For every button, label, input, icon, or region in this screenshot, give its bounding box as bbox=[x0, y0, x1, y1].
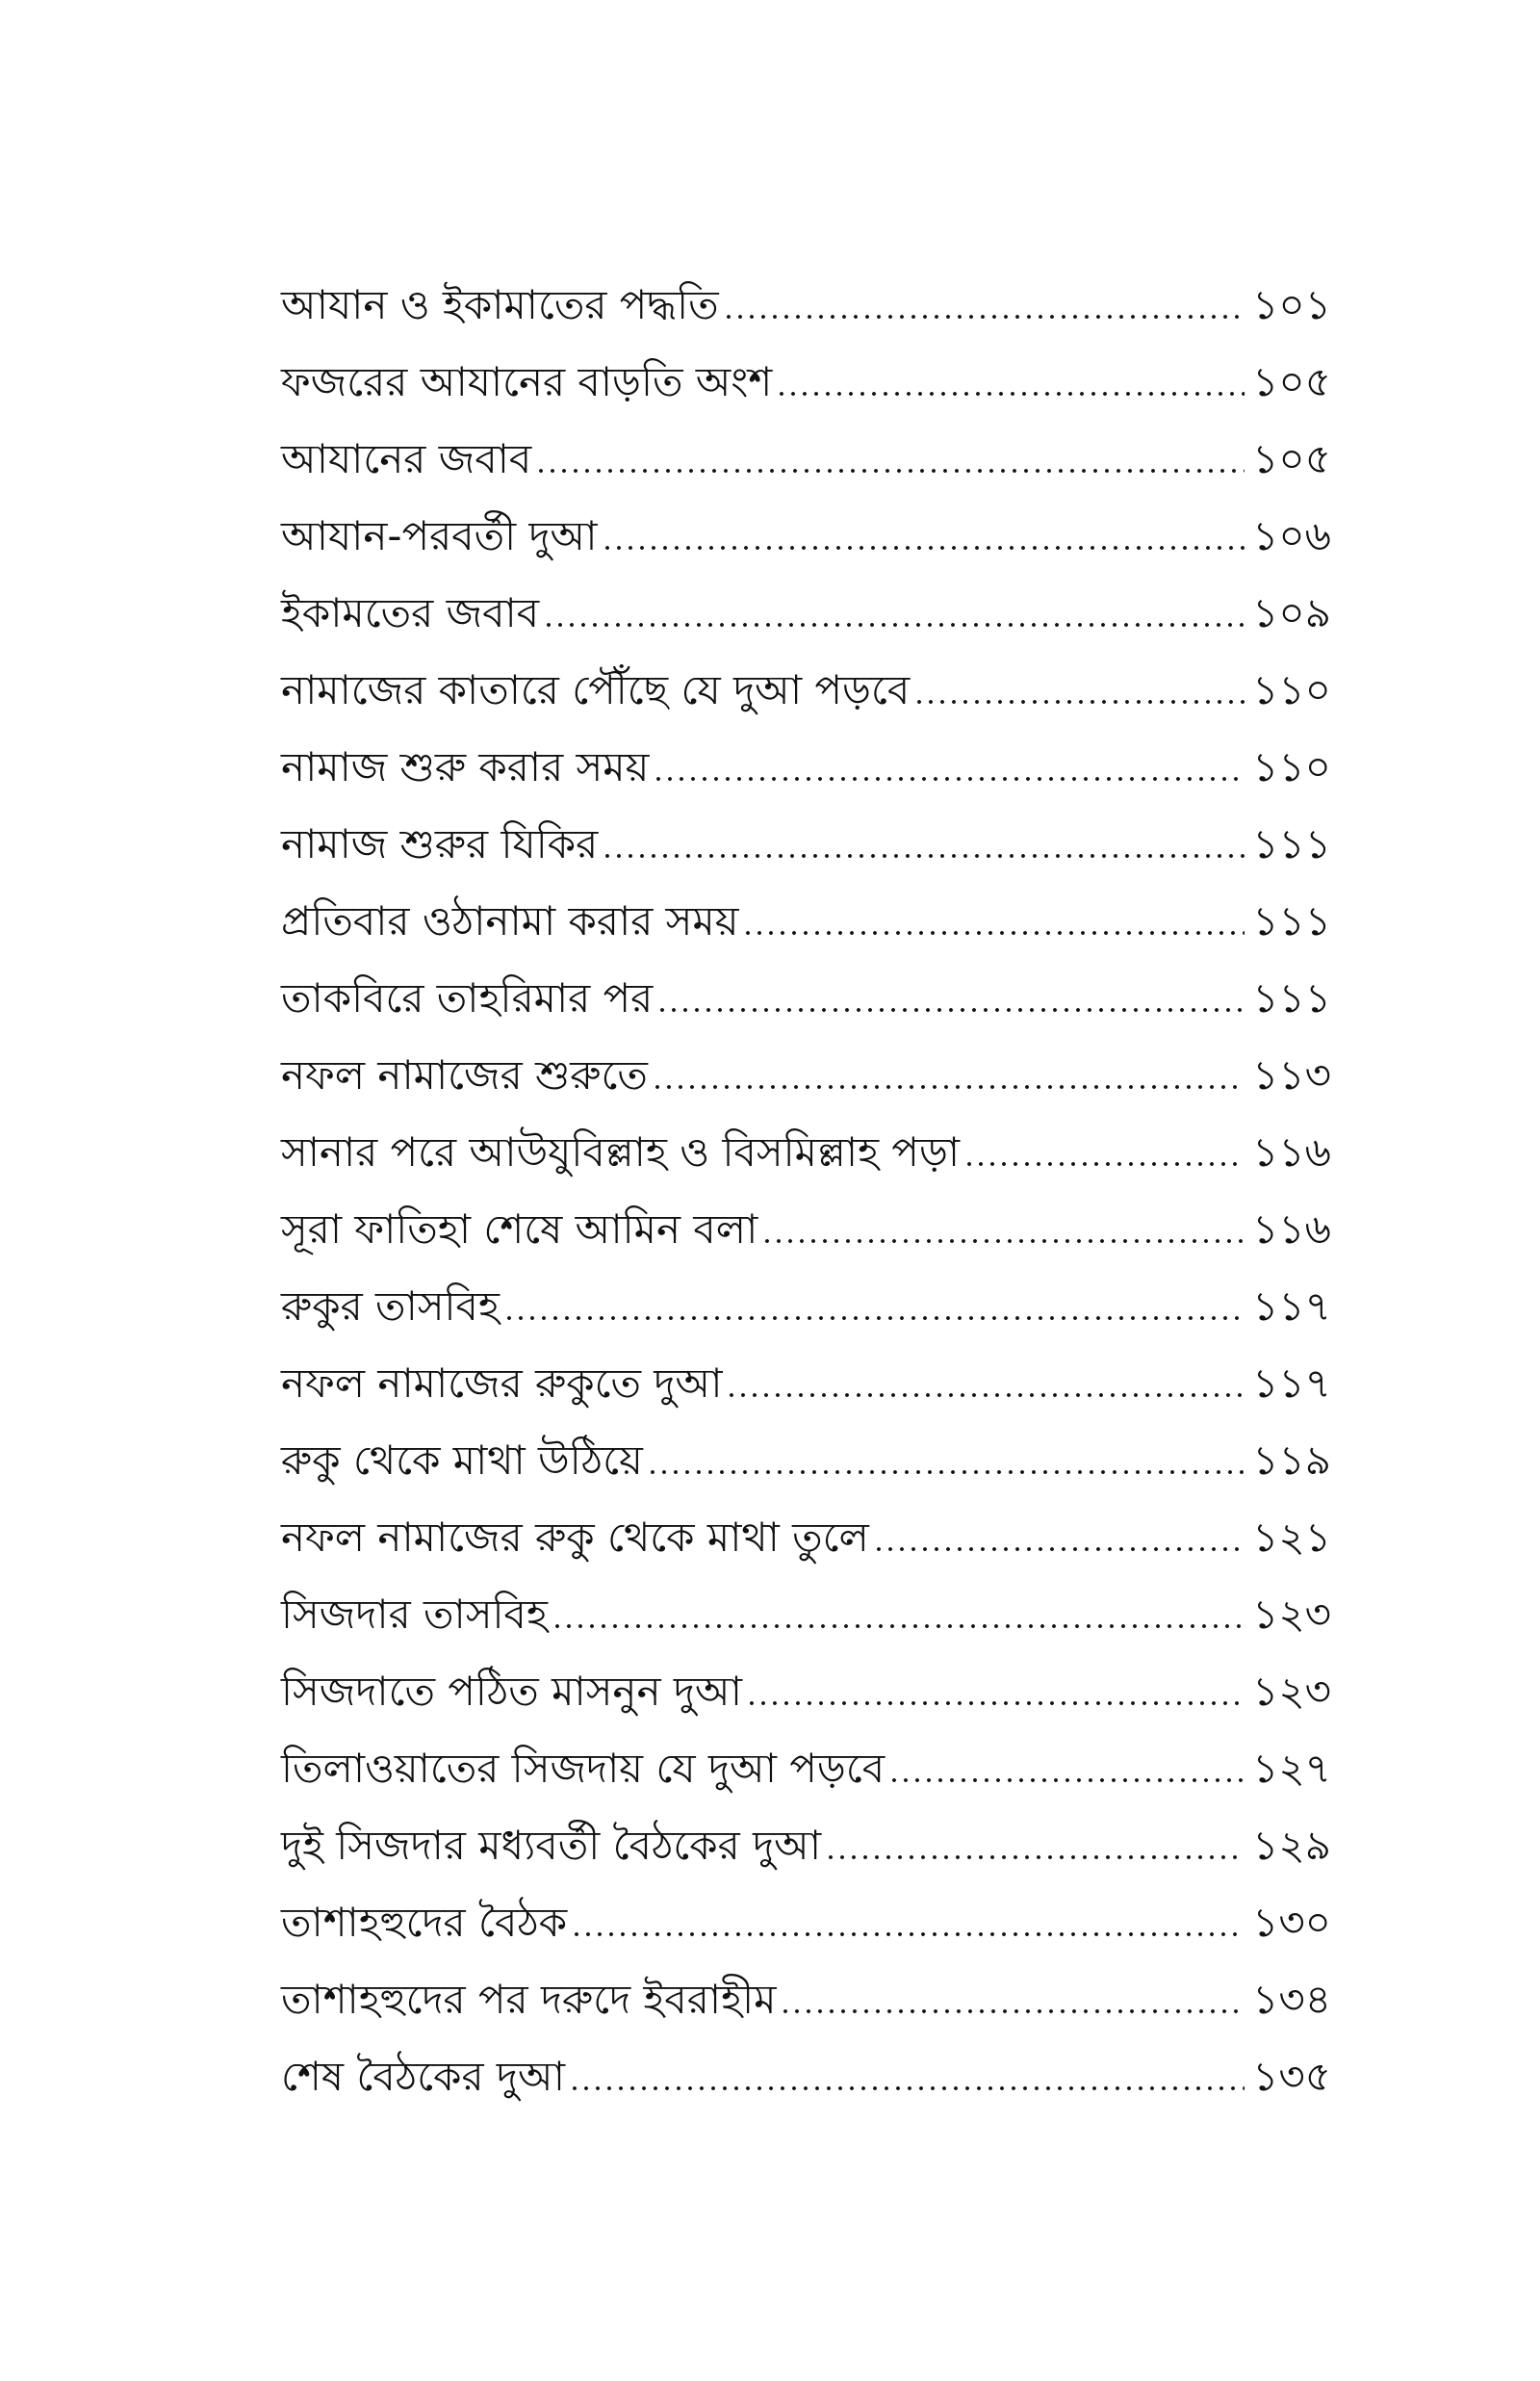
toc-entry-title: আযান ও ইকামাতের পদ্ধতি bbox=[281, 281, 719, 328]
toc-entry bbox=[281, 1576, 1331, 1653]
dot-leader bbox=[913, 699, 1245, 705]
dot-leader bbox=[569, 2085, 1245, 2091]
toc-entry-page-number: ১১০ bbox=[1252, 743, 1331, 790]
toc-entry bbox=[281, 1422, 1331, 1499]
toc-entry bbox=[281, 960, 1331, 1037]
toc-entry-page-number: ১০৫ bbox=[1252, 435, 1331, 482]
toc-entry-page-number: ১১১ bbox=[1252, 820, 1331, 867]
toc-entry-page-number: ১৩০ bbox=[1252, 1899, 1331, 1946]
dot-leader bbox=[761, 1238, 1245, 1244]
toc-entry bbox=[281, 1884, 1331, 1961]
toc-entry-title: সানার পরে আউযুবিল্লাহ ও বিসমিল্লাহ পড়া bbox=[281, 1128, 961, 1176]
dot-leader bbox=[888, 1777, 1245, 1783]
toc-entry bbox=[281, 1730, 1331, 1807]
dot-leader bbox=[742, 930, 1245, 936]
toc-entry-page-number: ১৩৪ bbox=[1252, 1976, 1331, 2023]
toc-entry bbox=[281, 1191, 1331, 1268]
toc-entry-title: সিজদাতে পঠিত মাসনুন দুআ bbox=[281, 1668, 742, 1715]
toc-entry bbox=[281, 1268, 1331, 1345]
toc-entry-title: তাশাহহুদের পর দরুদে ইবরাহীম bbox=[281, 1976, 777, 2023]
toc-entry bbox=[281, 575, 1331, 652]
toc-entry-title: আযান-পরবর্তী দুআ bbox=[281, 512, 598, 559]
dot-leader bbox=[647, 1469, 1245, 1475]
toc-entry-title: নামাজ শুরুর যিকির bbox=[281, 820, 599, 867]
table-of-contents bbox=[281, 267, 1331, 2115]
toc-entry-title: নফল নামাজের শুরুতে bbox=[281, 1051, 648, 1099]
toc-entry-title: দুই সিজদার মধ্যবর্তী বৈঠকের দুআ bbox=[281, 1822, 822, 1869]
toc-entry-page-number: ১০৯ bbox=[1252, 589, 1331, 636]
dot-leader bbox=[776, 391, 1245, 397]
dot-leader bbox=[602, 853, 1245, 859]
toc-entry-title: ইকামতের জবাব bbox=[281, 589, 540, 636]
dot-leader bbox=[552, 1623, 1245, 1629]
toc-entry-title: ফজরের আযানের বাড়তি অংশ bbox=[281, 358, 773, 405]
dot-leader bbox=[503, 1315, 1245, 1321]
dot-leader bbox=[726, 1392, 1245, 1398]
dot-leader bbox=[656, 1007, 1245, 1013]
toc-entry bbox=[281, 1961, 1331, 2038]
toc-entry bbox=[281, 2038, 1331, 2115]
toc-entry-title: সিজদার তাসবিহ bbox=[281, 1591, 548, 1638]
toc-entry-title: তাকবিরে তাহরিমার পর bbox=[281, 974, 654, 1022]
toc-entry bbox=[281, 498, 1331, 575]
toc-entry-page-number: ১১৬ bbox=[1252, 1205, 1331, 1253]
dot-leader bbox=[571, 1931, 1245, 1937]
toc-entry bbox=[281, 1114, 1331, 1191]
dot-leader bbox=[873, 1546, 1245, 1552]
toc-entry-page-number: ১১৬ bbox=[1252, 1128, 1331, 1176]
dot-leader bbox=[780, 2008, 1245, 2014]
dot-leader bbox=[746, 1700, 1245, 1706]
toc-entry bbox=[281, 729, 1331, 806]
toc-entry-page-number: ১১০ bbox=[1252, 666, 1331, 713]
toc-entry-page-number: ১২৭ bbox=[1252, 1745, 1331, 1792]
toc-entry-page-number: ১০৫ bbox=[1252, 358, 1331, 405]
toc-entry-page-number: ১২৩ bbox=[1252, 1668, 1331, 1715]
toc-entry-page-number: ১১৩ bbox=[1252, 1051, 1331, 1099]
toc-entry bbox=[281, 1499, 1331, 1576]
dot-leader bbox=[653, 776, 1245, 782]
toc-entry bbox=[281, 1653, 1331, 1730]
toc-entry-title: নামাজ শুরু করার সময় bbox=[281, 743, 650, 790]
toc-entry bbox=[281, 421, 1331, 498]
toc-entry bbox=[281, 806, 1331, 883]
toc-entry-title: তাশাহহুদের বৈঠক bbox=[281, 1899, 568, 1946]
toc-entry bbox=[281, 1807, 1331, 1884]
toc-entry bbox=[281, 652, 1331, 729]
toc-entry-page-number: ১২৩ bbox=[1252, 1591, 1331, 1638]
toc-entry-title: নামাজের কাতারে পৌঁছে যে দুআ পড়বে bbox=[281, 666, 911, 713]
dot-leader bbox=[543, 622, 1245, 628]
dot-leader bbox=[723, 314, 1245, 320]
toc-entry-title: তিলাওয়াতের সিজদায় যে দুআ পড়বে bbox=[281, 1745, 886, 1792]
toc-entry bbox=[281, 344, 1331, 421]
toc-entry-page-number: ১১৭ bbox=[1252, 1282, 1331, 1330]
toc-entry-page-number: ১১১ bbox=[1252, 897, 1331, 945]
dot-leader bbox=[963, 1161, 1245, 1167]
dot-leader bbox=[825, 1854, 1245, 1860]
toc-entry-title: শেষ বৈঠকের দুআ bbox=[281, 2053, 565, 2100]
toc-entry-title: রুকু থেকে মাথা উঠিয়ে bbox=[281, 1436, 643, 1484]
toc-entry bbox=[281, 267, 1331, 344]
toc-entry-page-number: ১০৬ bbox=[1252, 512, 1331, 559]
toc-entry-page-number: ১২১ bbox=[1252, 1514, 1331, 1561]
toc-entry-page-number: ১৩৫ bbox=[1252, 2053, 1331, 2100]
dot-leader bbox=[652, 1084, 1245, 1090]
toc-entry-page-number: ১০১ bbox=[1252, 281, 1331, 328]
toc-entry bbox=[281, 1345, 1331, 1422]
toc-entry-title: আযানের জবাব bbox=[281, 435, 532, 482]
toc-entry-page-number: ১২৯ bbox=[1252, 1822, 1331, 1869]
toc-entry bbox=[281, 883, 1331, 960]
toc-entry-page-number: ১১৭ bbox=[1252, 1359, 1331, 1407]
toc-entry-page-number: ১১৯ bbox=[1252, 1436, 1331, 1484]
toc-entry-title: নফল নামাজের রুকুতে দুআ bbox=[281, 1359, 723, 1407]
toc-entry-page-number: ১১১ bbox=[1252, 974, 1331, 1022]
dot-leader bbox=[535, 468, 1245, 474]
dot-leader bbox=[602, 545, 1245, 551]
toc-entry-title: প্রতিবার ওঠানামা করার সময় bbox=[281, 897, 739, 945]
toc-entry-title: নফল নামাজের রুকু থেকে মাথা তুলে bbox=[281, 1514, 869, 1561]
toc-entry-title: সূরা ফাতিহা শেষে আমিন বলা bbox=[281, 1205, 758, 1253]
toc-entry bbox=[281, 1037, 1331, 1114]
toc-entry-title: রুকুর তাসবিহ bbox=[281, 1282, 500, 1330]
